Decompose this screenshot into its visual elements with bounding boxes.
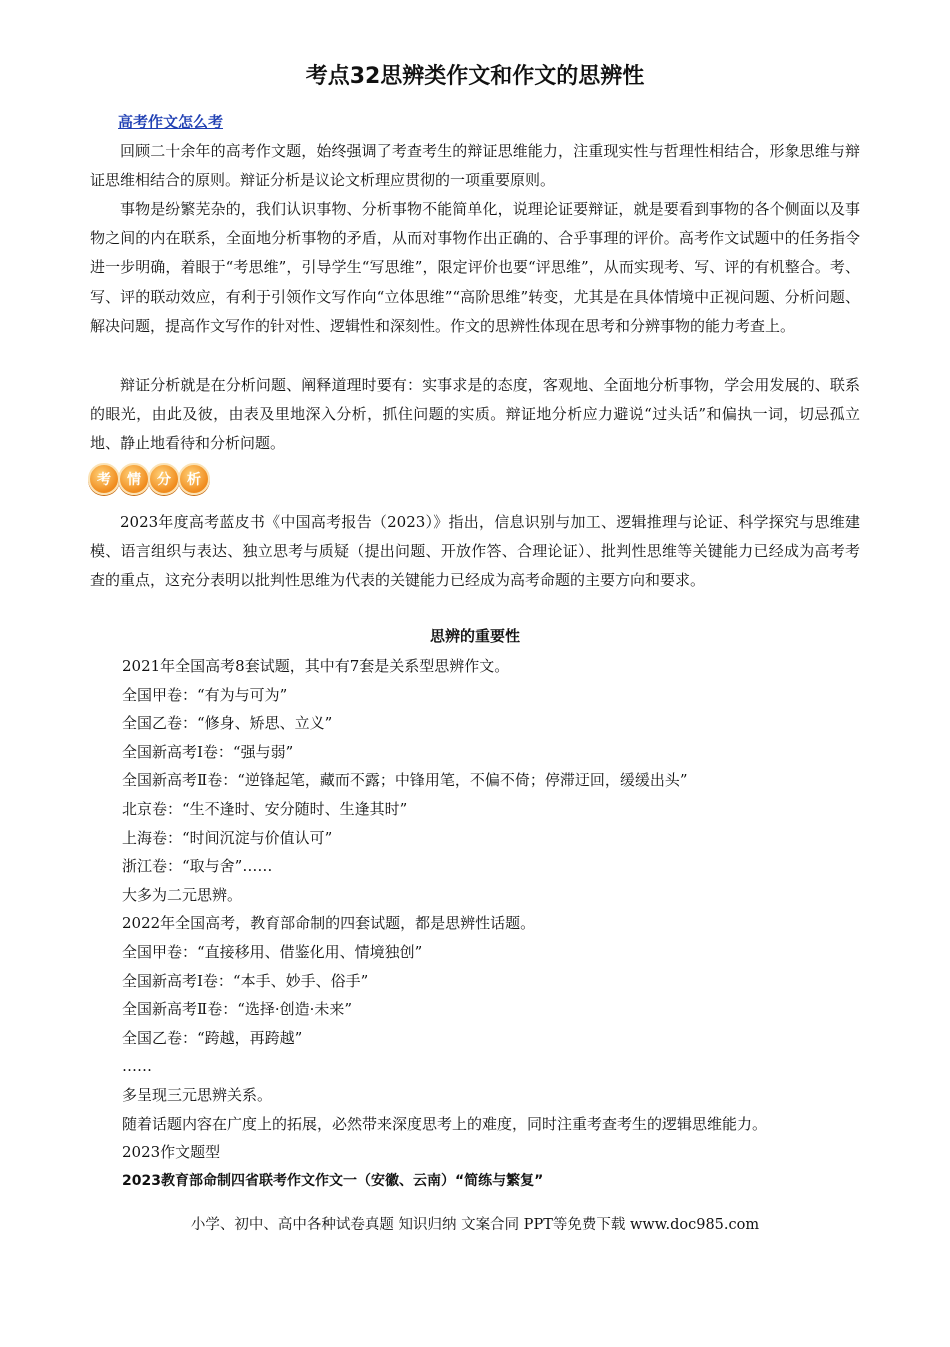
badge-char-3: 分 (148, 463, 180, 495)
list-item: 多呈现三元思辨关系。 (122, 1085, 273, 1104)
page-footer: 小学、初中、高中各种试卷真题 知识归纳 文案合同 PPT等免费下载 www.doc985.com (190, 1217, 760, 1233)
list-item: 全国乙卷：“跨越，再跨越” (122, 1028, 303, 1047)
list-item: 全国新高考Ⅱ卷：“选择·创造·未来” (122, 1000, 353, 1019)
list-item: 2021年全国高考8套试题，其中有7套是关系型思辨作文。 (122, 657, 510, 675)
list-item: 大多为二元思辨。 (122, 885, 243, 904)
badge-char-2: 情 (118, 463, 150, 495)
list-item: 全国乙卷：“修身、矫思、立义” (122, 714, 333, 733)
list-item: 全国新高考Ⅰ卷：“强与弱” (122, 742, 294, 761)
list-item: 上海卷：“时间沉淀与价值认可” (122, 828, 333, 847)
exam-topic-list (122, 652, 882, 1195)
list-item: 2022年全国高考，教育部命制的四套试题，都是思辨性话题。 (122, 914, 536, 933)
list-item: 北京卷：“生不逢时、安分随时、生逢其时” (122, 799, 408, 818)
section-link-gaokao[interactable]: 高考作文怎么考 (118, 113, 224, 131)
badge-char-4: 析 (178, 463, 210, 495)
intro-paragraph-3: 辩证分析就是在分析问题、阐释道理时要有：实事求是的态度，客观地、全面地分析事物，学会用发展的、联系的眼光，由此及彼，由表及里地深入分析，抓住问题的实质。辩证地分析应力避说“过头话”和偏执一词，切忌孤立地、静止地看待和分析问题。 (90, 376, 860, 453)
intro-paragraph-2: 事物是纷繁芜杂的，我们认识事物、分析事物不能简单化，说理论证要辩证，就是要看到事物的各个侧面以及事物之间的内在联系，全面地分析事物的矛盾，从而对事物作出正确的、合乎事理的评价。高考作文试题中的任务指令进一步明确，着眼于“考思维”，引导学生“写思维”，限定评价也要“评思维”，从而实现考、写、评的有机整合。考、写、评的联动效应，有利于引领作文写作向“立体思维”“高阶思维”转变，尤其是在具体情境中正视问题、分析问题、解决问题，提高作文写作的针对性、逻辑性和深刻性。作文的思辨性体现在思考和分辨事物的能力考查上。 (90, 200, 860, 335)
list-item: 全国甲卷：“直接移用、借鉴化用、情境独创” (122, 942, 423, 961)
section-subheading: 思辨的重要性 (429, 627, 520, 645)
badge-char-1: 考 (88, 463, 120, 495)
list-item-bold: 2023教育部命制四省联考作文作文一（安徽、云南）“简练与繁复” (122, 1172, 544, 1189)
analysis-paragraph: 2023年度高考蓝皮书《中国高考报告（2023）》指出，信息识别与加工、逻辑推理与论证、科学探究与思维建模、语言组织与表达、独立思考与质疑（提出问题、开放作答、合理论证）、批判性思维等关键能力已经成为高考考查的重点，这充分表明以批判性思维为代表的关键能力已经成为高考命题的主要方向和要求。 (90, 513, 860, 590)
list-item: 随着话题内容在广度上的拓展，必然带来深度思考上的难度，同时注重考查考生的逻辑思维能力。 (122, 1114, 768, 1133)
list-item: 2023作文题型 (122, 1143, 221, 1162)
list-item: 全国甲卷：“有为与可为” (122, 685, 288, 704)
list-item: 全国新高考Ⅰ卷：“本手、妙手、俗手” (122, 971, 369, 990)
page-title: 考点32思辨类作文和作文的思辨性 (305, 64, 645, 89)
analysis-badge (88, 458, 208, 500)
list-item: 浙江卷：“取与舍”…… (122, 857, 273, 876)
list-item: …… (122, 1057, 152, 1076)
intro-paragraph-1: 回顾二十余年的高考作文题，始终强调了考查考生的辩证思维能力，注重现实性与哲理性相结合，形象思维与辩证思维相结合的原则。辩证分析是议论文析理应贯彻的一项重要原则。 (90, 142, 860, 190)
list-item: 全国新高考Ⅱ卷：“逆锋起笔，藏而不露；中锋用笔，不偏不倚；停滞迂回，缓缓出头” (122, 771, 688, 790)
